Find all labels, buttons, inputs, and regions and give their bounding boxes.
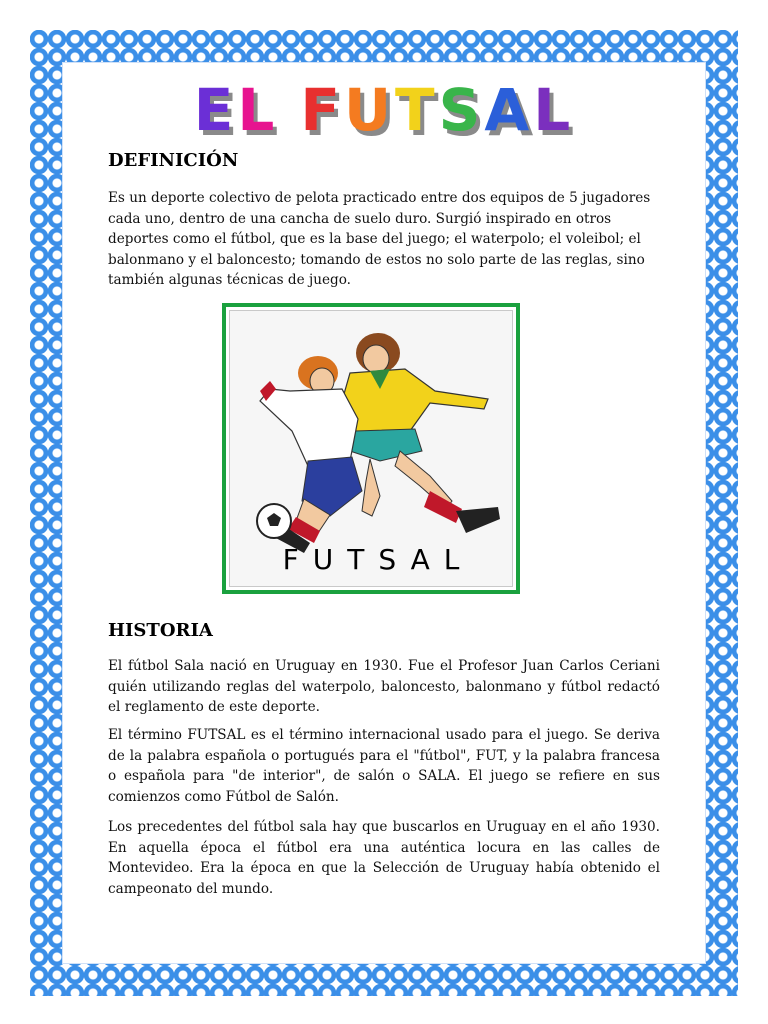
boot [456, 507, 500, 533]
futsal-illustration [229, 310, 513, 587]
illustration-caption: FUTSAL [282, 543, 474, 576]
title-letter: L [533, 76, 575, 144]
title-letter: L [237, 76, 279, 144]
history-paragraph-1: El fútbol Sala nació en Uruguay en 1930. Fue el Profesor Juan Carlos Ceriani quién utilizando reglas del waterpolo, baloncesto, balonmano y fútbol redactó el reglamento de este deporte. [108, 658, 660, 715]
futsal-illustration-frame [222, 303, 520, 594]
history-heading: HISTORIA [108, 620, 213, 641]
yellow-jersey [342, 369, 488, 433]
title-letter: U [343, 76, 396, 144]
definition-paragraph: Es un deporte colectivo de pelota practicado entre dos equipos de 5 jugadores cada uno, dentro de una cancha de suelo duro. Surgió inspirado en otros deportes como el fútbol, que es la base del juego; el waterpolo; el voleibol; el balonmano y el baloncesto; tomando de estos no solo parte de las reglas, sino también algunas técnicas de juego. [108, 190, 651, 288]
title-letter: E [193, 76, 238, 144]
white-jersey [260, 389, 358, 466]
history-paragraph-2: El término FUTSAL es el término internacional usado para el juego. Se deriva de la palabra española o portugués para el "fútbol", FUT, y la palabra francesa o española para "de interior", de salón o SALA. El juego se refiere en sus comienzos como Fútbol de Salón. [108, 727, 660, 805]
title-letter: A [484, 76, 534, 144]
teal-shorts [350, 429, 422, 461]
player-face [363, 345, 389, 373]
title-letter: S [438, 76, 485, 144]
title-letter: F [300, 76, 344, 144]
page-title [0, 70, 768, 150]
title-letter: T [395, 76, 439, 144]
player-leg [362, 459, 380, 516]
history-paragraph-3: Los precedentes del fútbol sala hay que buscarlos en Uruguay en el año 1930. En aquella época el fútbol era una auténtica locura en las calles de Montevideo. Era la época en que la Selección de Uruguay había obtenido el campeonato del mundo. [108, 819, 660, 897]
definition-heading: DEFINICIÓN [108, 150, 239, 171]
